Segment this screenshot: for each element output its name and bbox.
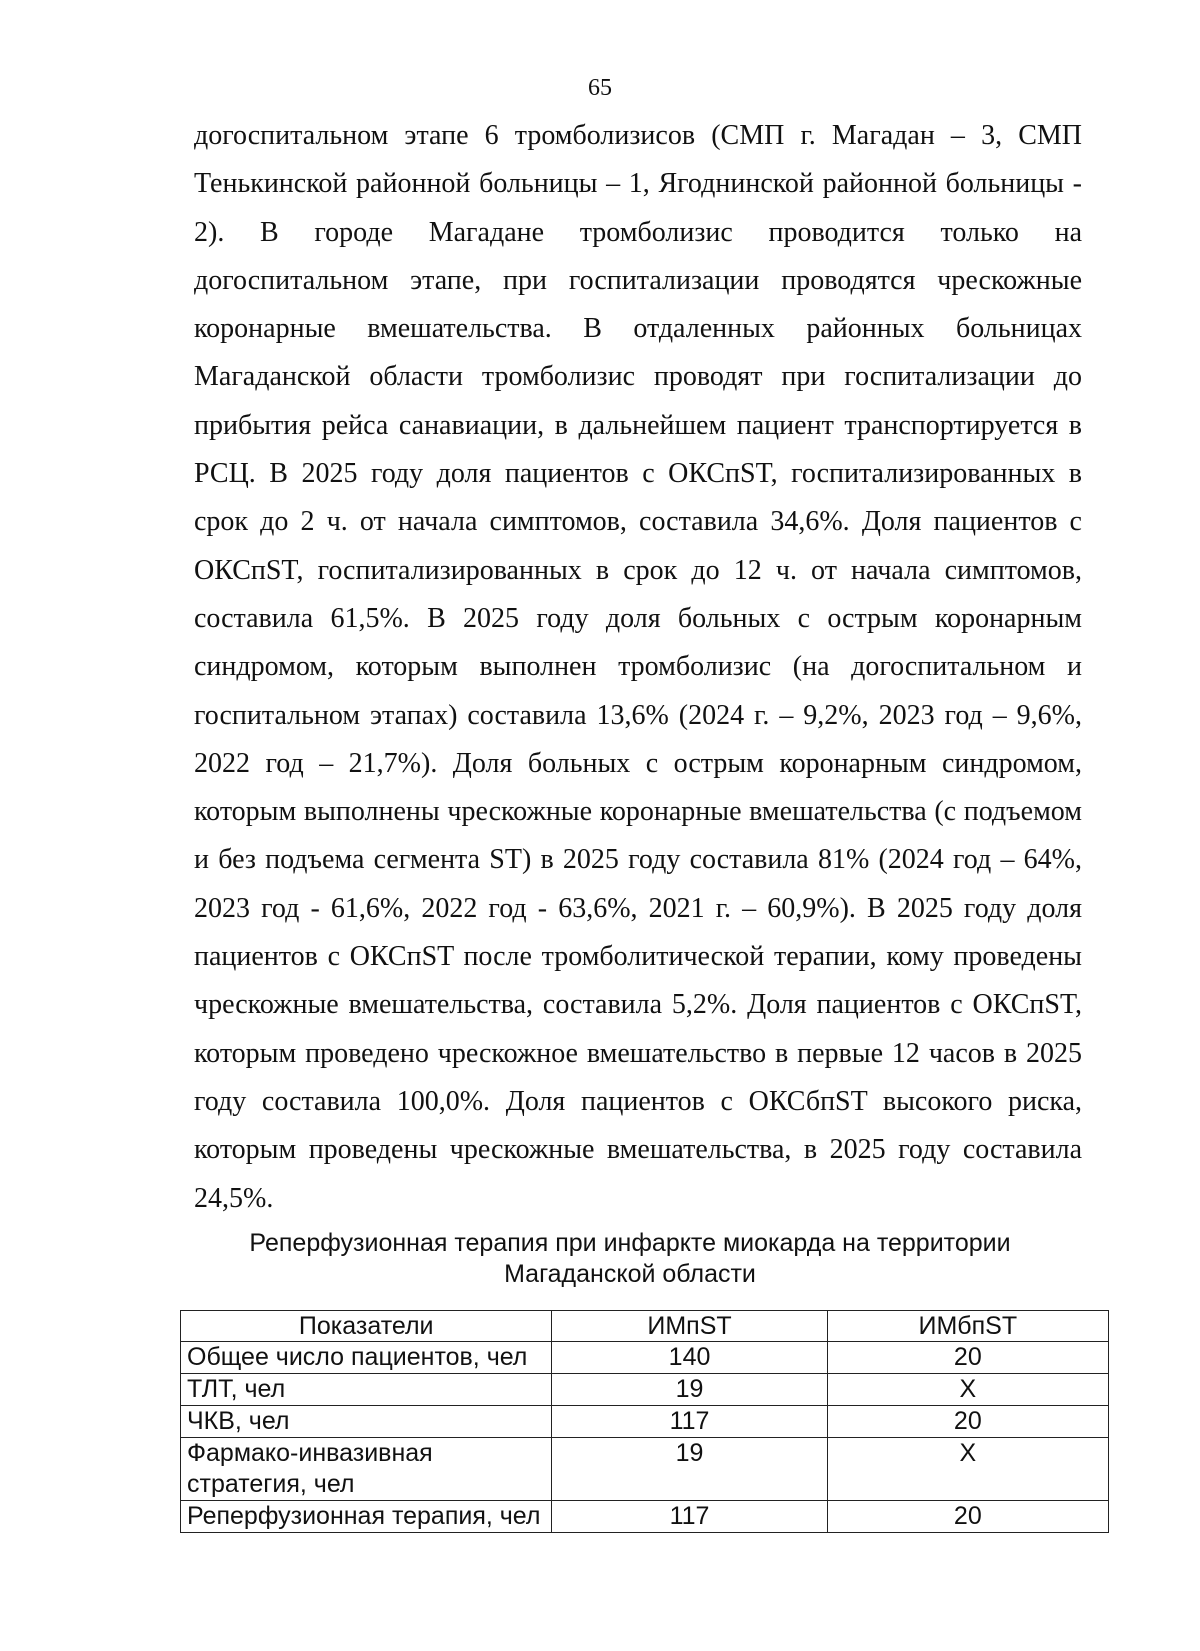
- table-caption: [180, 1228, 1080, 1290]
- cell-imbst: X: [827, 1438, 1108, 1501]
- paragraph-line: ОКСпST, госпитализированных в срок до 12 ч. от начала симптомов,: [194, 554, 1082, 586]
- cell-imbst: 20: [827, 1406, 1108, 1438]
- paragraph-line: которым проведены чрескожные вмешательства, в 2025 году составила: [194, 1134, 1082, 1166]
- row-label: ТЛТ, чел: [181, 1374, 552, 1406]
- paragraph-line: году составила 100,0%. Доля пациентов с ОКСбпST высокого риска,: [194, 1085, 1082, 1117]
- column-header-imst: ИМпST: [552, 1311, 827, 1342]
- paragraph-line: коронарные вмешательства. В отдаленных районных больницах: [194, 313, 1082, 345]
- paragraph-line: которым выполнены чрескожные коронарные вмешательства (с подъемом: [194, 796, 1082, 828]
- paragraph-line: Тенькинской районной больницы – 1, Ягоднинской районной больницы -: [194, 168, 1082, 200]
- table-caption-line: Магаданской области: [504, 1260, 756, 1288]
- table-caption-line: Реперфузионная терапия при инфаркте миокарда на территории: [249, 1229, 1011, 1257]
- body-paragraph: [194, 112, 1082, 1223]
- cell-imbst: 20: [827, 1501, 1108, 1533]
- row-label: [181, 1438, 552, 1501]
- table-row: [181, 1406, 1109, 1438]
- row-label: Общее число пациентов, чел: [181, 1342, 552, 1374]
- table-header-row: [181, 1311, 1109, 1342]
- paragraph-line: 24,5%.: [194, 1182, 274, 1214]
- column-header-indicators: Показатели: [181, 1311, 552, 1342]
- cell-imst: 19: [552, 1374, 827, 1406]
- paragraph-line: синдромом, которым выполнен тромболизис (на догоспитальном и: [194, 651, 1082, 683]
- paragraph-line: чрескожные вмешательства, составила 5,2%. Доля пациентов с ОКСпST,: [194, 989, 1082, 1021]
- row-label-line: стратегия, чел: [187, 1470, 355, 1498]
- paragraph-line: Магаданской области тромболизис проводят при госпитализации до: [194, 361, 1082, 393]
- cell-imst: 117: [552, 1406, 827, 1438]
- data-table: [180, 1310, 1109, 1533]
- paragraph-line: 2022 год – 21,7%). Доля больных с острым коронарным синдромом,: [194, 747, 1082, 779]
- paragraph-line: прибытия рейса санавиации, в дальнейшем пациент транспортируется в: [194, 409, 1082, 441]
- cell-imbst: 20: [827, 1342, 1108, 1374]
- paragraph-line: госпитальном этапах) составила 13,6% (2024 г. – 9,2%, 2023 год – 9,6%,: [194, 699, 1082, 731]
- paragraph-line: 2). В городе Магадане тромболизис проводится только на: [194, 216, 1082, 248]
- table-row: [181, 1501, 1109, 1533]
- paragraph-line: пациентов с ОКСпST после тромболитической терапии, кому проведены: [194, 941, 1082, 973]
- table-row: [181, 1374, 1109, 1406]
- row-label: Реперфузионная терапия, чел: [181, 1501, 552, 1533]
- paragraph-line: составила 61,5%. В 2025 году доля больных с острым коронарным: [194, 602, 1082, 634]
- paragraph-line: 2023 год - 61,6%, 2022 год - 63,6%, 2021 г. – 60,9%). В 2025 году доля: [194, 892, 1082, 924]
- paragraph-line: срок до 2 ч. от начала симптомов, составила 34,6%. Доля пациентов с: [194, 506, 1082, 538]
- cell-imst: 140: [552, 1342, 827, 1374]
- column-header-imbst: ИМбпST: [827, 1311, 1108, 1342]
- table-row: [181, 1438, 1109, 1501]
- paragraph-line: догоспитальном этапе, при госпитализации проводятся чрескожные: [194, 264, 1082, 296]
- table-row: [181, 1342, 1109, 1374]
- cell-imbst: X: [827, 1374, 1108, 1406]
- paragraph-line: которым проведено чрескожное вмешательство в первые 12 часов в 2025: [194, 1037, 1082, 1069]
- paragraph-line: и без подъема сегмента ST) в 2025 году составила 81% (2024 год – 64%,: [194, 844, 1082, 876]
- paragraph-line: догоспитальном этапе 6 тромболизисов (СМП г. Магадан – 3, СМП: [194, 120, 1082, 151]
- cell-imst: 19: [552, 1438, 827, 1501]
- cell-imst: 117: [552, 1501, 827, 1533]
- row-label: ЧКВ, чел: [181, 1406, 552, 1438]
- row-label-line: Фармако-инвазивная: [187, 1439, 433, 1467]
- paragraph-line: РСЦ. В 2025 году доля пациентов с ОКСпST, госпитализированных в: [194, 458, 1082, 490]
- page-number: 65: [588, 75, 612, 101]
